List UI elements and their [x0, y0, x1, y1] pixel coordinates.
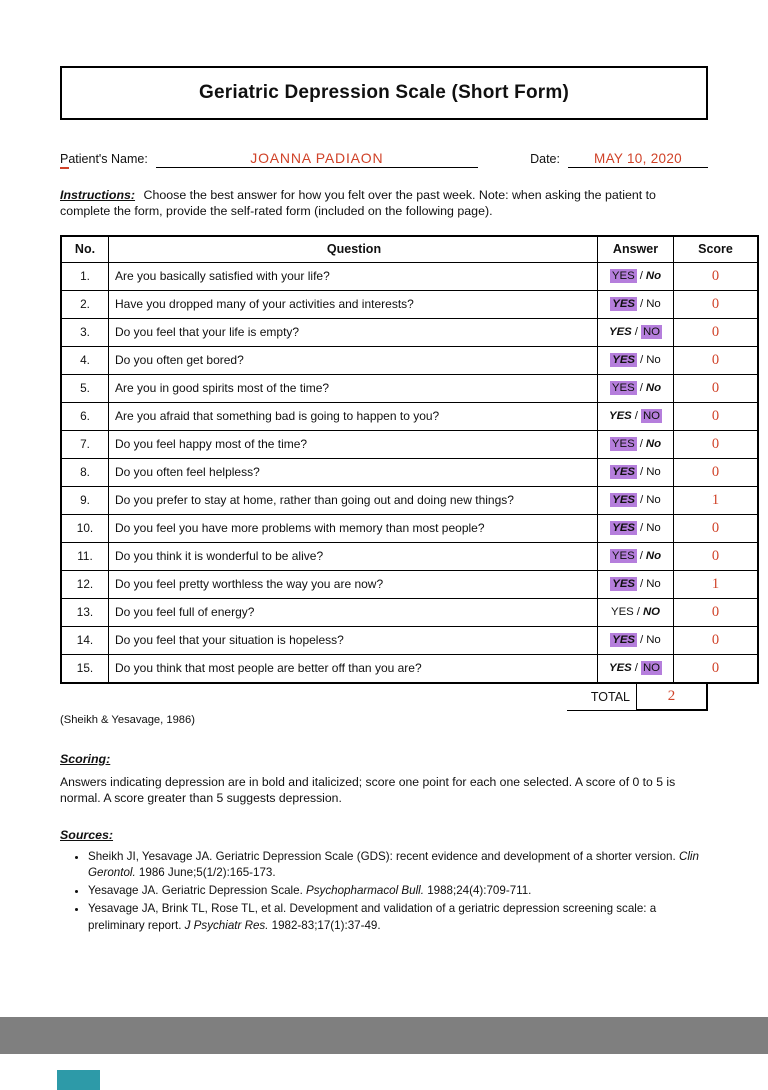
instructions-label: Instructions:: [60, 188, 136, 202]
table-row: [61, 570, 758, 598]
row-number: 8.: [61, 458, 109, 486]
source-item: [88, 901, 708, 933]
answer-option-yes: YES: [612, 634, 636, 647]
gds-table-header: [61, 236, 758, 263]
row-number: 14.: [61, 626, 109, 654]
answer-cell: [598, 486, 674, 514]
instructions-text: Choose the best answer for how you felt over the past week. Note: when asking the patient to complete the form, provide the self-rated form (included on the following page).: [60, 188, 656, 219]
spellcheck-mark: [60, 167, 69, 169]
score-value: 0: [674, 514, 759, 542]
date-label: Date:: [530, 152, 560, 166]
answer-separator: /: [634, 326, 638, 339]
answer-option-no: No: [646, 466, 661, 479]
patient-name-label-text: Patient's Name:: [60, 152, 148, 166]
answer-separator: /: [640, 634, 644, 647]
answer-option-no: No: [646, 578, 661, 591]
sources-list: [60, 849, 708, 934]
sources-section: [60, 828, 708, 934]
date-field: MAY 10, 2020: [568, 151, 708, 168]
gds-table: [60, 235, 759, 684]
title-box: [60, 66, 708, 120]
answer-option-yes: YES: [612, 354, 636, 367]
question-text: Do you feel that your life is empty?: [109, 318, 598, 346]
source-text: 1986 June;5(1/2):165-173.: [135, 865, 276, 879]
header-row: [61, 236, 758, 263]
scoring-heading: Scoring:: [60, 751, 111, 766]
answer-cell: [598, 542, 674, 570]
source-item: [88, 883, 708, 899]
answer-option-no: No: [646, 634, 661, 647]
row-number: 2.: [61, 290, 109, 318]
answer-cell: [598, 458, 674, 486]
table-row: [61, 318, 758, 346]
score-value: 0: [674, 290, 759, 318]
table-row: [61, 430, 758, 458]
patient-date-row: [60, 150, 708, 168]
table-row: [61, 290, 758, 318]
score-value: 0: [674, 318, 759, 346]
answer-cell: [598, 514, 674, 542]
row-number: 15.: [61, 654, 109, 683]
answer-option-yes: YES: [612, 298, 636, 311]
answer-option-no: NO: [642, 410, 661, 423]
row-number: 11.: [61, 542, 109, 570]
question-text: Are you in good spirits most of the time?: [109, 374, 598, 402]
answer-separator: /: [640, 466, 644, 479]
answer-cell: [598, 626, 674, 654]
source-text: 1988;24(4):709-711.: [423, 884, 532, 898]
answer-cell: [598, 262, 674, 290]
source-text: Yesavage JA. Geriatric Depression Scale.: [88, 884, 307, 898]
page-content: [0, 66, 768, 934]
question-text: Are you afraid that something bad is going to happen to you?: [109, 402, 598, 430]
source-text: 1982-83;17(1):37-49.: [268, 918, 381, 932]
answer-cell: [598, 654, 674, 683]
table-row: [61, 374, 758, 402]
citation: (Sheikh & Yesavage, 1986): [60, 713, 195, 726]
scoring-section: [60, 752, 708, 807]
document-page: [0, 66, 768, 1090]
score-value: 0: [674, 458, 759, 486]
answer-option-no: No: [645, 270, 662, 283]
answer-option-no: NO: [642, 606, 661, 619]
score-value: 1: [674, 570, 759, 598]
answer-option-no: No: [645, 550, 662, 563]
answer-cell: [598, 598, 674, 626]
page-title: Geriatric Depression Scale (Short Form): [199, 82, 569, 103]
row-number: 12.: [61, 570, 109, 598]
answer-separator: /: [639, 550, 643, 563]
answer-cell: [598, 402, 674, 430]
score-value: 0: [674, 430, 759, 458]
answer-cell: [598, 318, 674, 346]
row-number: 1.: [61, 262, 109, 290]
answer-option-yes: YES: [608, 326, 632, 339]
answer-separator: /: [639, 438, 643, 451]
row-number: 4.: [61, 346, 109, 374]
table-row: [61, 542, 758, 570]
score-value: 0: [674, 346, 759, 374]
question-text: Do you feel happy most of the time?: [109, 430, 598, 458]
answer-option-yes: YES: [611, 550, 635, 563]
question-text: Do you often feel helpless?: [109, 458, 598, 486]
gds-table-body: [61, 262, 758, 683]
answer-option-yes: YES: [611, 438, 635, 451]
answer-separator: /: [639, 382, 643, 395]
sources-heading: Sources:: [60, 827, 114, 842]
header-no: No.: [61, 236, 109, 263]
row-number: 5.: [61, 374, 109, 402]
page-gap: [0, 1017, 768, 1054]
answer-option-no: No: [646, 298, 661, 311]
question-text: Do you feel you have more problems with memory than most people?: [109, 514, 598, 542]
row-number: 7.: [61, 430, 109, 458]
patient-name-label: [60, 152, 148, 168]
score-value: 0: [674, 374, 759, 402]
answer-separator: /: [640, 578, 644, 591]
header-score: Score: [674, 236, 759, 263]
answer-option-no: No: [646, 494, 661, 507]
answer-separator: /: [634, 662, 638, 675]
answer-separator: /: [640, 494, 644, 507]
table-row: [61, 402, 758, 430]
question-text: Do you often get bored?: [109, 346, 598, 374]
question-text: Are you basically satisfied with your life?: [109, 262, 598, 290]
row-number: 13.: [61, 598, 109, 626]
score-value: 0: [674, 542, 759, 570]
answer-option-no: NO: [642, 662, 661, 675]
table-row: [61, 486, 758, 514]
answer-cell: [598, 374, 674, 402]
answer-option-yes: YES: [612, 578, 636, 591]
answer-separator: /: [636, 606, 640, 619]
answer-cell: [598, 570, 674, 598]
total-label: TOTAL: [567, 684, 636, 711]
answer-option-yes: YES: [610, 606, 634, 619]
question-text: Do you think it is wonderful to be alive?: [109, 542, 598, 570]
total-row: [60, 684, 708, 711]
question-text: Do you feel that your situation is hopeless?: [109, 626, 598, 654]
answer-option-yes: YES: [611, 270, 635, 283]
next-page-teal-block: [57, 1070, 100, 1090]
answer-option-yes: YES: [608, 410, 632, 423]
source-journal: J Psychiatr Res.: [184, 918, 269, 932]
row-number: 3.: [61, 318, 109, 346]
question-text: Do you feel full of energy?: [109, 598, 598, 626]
table-row: [61, 346, 758, 374]
question-text: Do you feel pretty worthless the way you are now?: [109, 570, 598, 598]
question-text: Do you think that most people are better off than you are?: [109, 654, 598, 683]
source-text: Yesavage JA, Brink TL, Rose TL, et al. Development and validation of a geriatric depression screening scale: a preliminary report.: [88, 902, 657, 932]
answer-option-yes: YES: [611, 382, 635, 395]
answer-option-no: NO: [642, 326, 661, 339]
answer-option-no: No: [645, 438, 662, 451]
instructions: [60, 187, 708, 220]
source-item: [88, 849, 708, 881]
question-text: Do you prefer to stay at home, rather than going out and doing new things?: [109, 486, 598, 514]
answer-cell: [598, 430, 674, 458]
answer-option-no: No: [645, 382, 662, 395]
source-text: Sheikh JI, Yesavage JA. Geriatric Depression Scale (GDS): recent evidence and development of a shorter version.: [88, 849, 679, 863]
source-journal: Clin Gerontol.: [88, 849, 699, 879]
patient-name-field: JOANNA PADIAON: [156, 150, 478, 168]
table-row: [61, 458, 758, 486]
table-row: [61, 514, 758, 542]
answer-separator: /: [639, 270, 643, 283]
answer-option-no: No: [646, 354, 661, 367]
source-journal: Psychopharmacol Bull.: [306, 884, 424, 898]
question-text: Have you dropped many of your activities and interests?: [109, 290, 598, 318]
answer-option-yes: YES: [612, 494, 636, 507]
answer-separator: /: [640, 522, 644, 535]
table-row: [61, 262, 758, 290]
table-row: [61, 626, 758, 654]
score-value: 0: [674, 262, 759, 290]
answer-cell: [598, 346, 674, 374]
scoring-text: Answers indicating depression are in bold and italicized; score one point for each one selected. A score of 0 to 5 is normal. A score greater than 5 suggests depression.: [60, 774, 676, 806]
score-value: 0: [674, 626, 759, 654]
answer-separator: /: [640, 354, 644, 367]
score-value: 1: [674, 486, 759, 514]
total-score-value: 2: [636, 684, 708, 711]
row-number: 9.: [61, 486, 109, 514]
table-row: [61, 654, 758, 683]
answer-separator: /: [634, 410, 638, 423]
answer-option-yes: YES: [608, 662, 632, 675]
score-value: 0: [674, 598, 759, 626]
answer-cell: [598, 290, 674, 318]
header-question: Question: [109, 236, 598, 263]
header-answer: Answer: [598, 236, 674, 263]
answer-option-yes: YES: [612, 522, 636, 535]
row-number: 10.: [61, 514, 109, 542]
answer-option-yes: YES: [612, 466, 636, 479]
row-number: 6.: [61, 402, 109, 430]
score-value: 0: [674, 402, 759, 430]
answer-separator: /: [640, 298, 644, 311]
answer-option-no: No: [646, 522, 661, 535]
table-row: [61, 598, 758, 626]
score-value: 0: [674, 654, 759, 683]
